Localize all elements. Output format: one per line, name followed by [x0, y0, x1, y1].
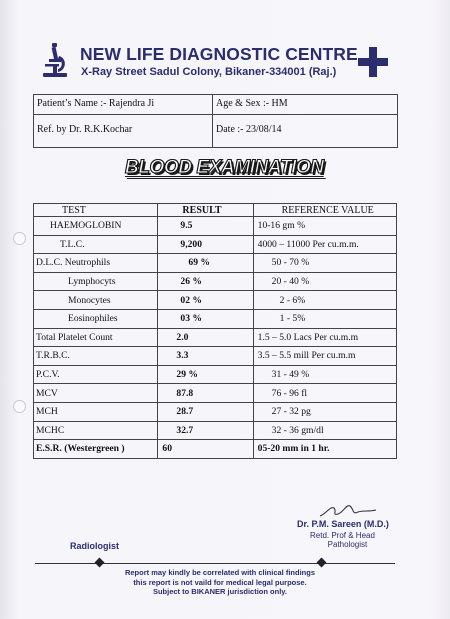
table-row	[34, 421, 397, 440]
test-name: T.L.C.	[34, 235, 158, 254]
test-name: Eosinophiles	[34, 309, 158, 328]
test-result: 3.3	[158, 347, 253, 366]
table-row	[34, 384, 397, 403]
table-row	[34, 217, 397, 236]
reference-value: 10-16 gm %	[253, 217, 396, 236]
reference-value: 1.5 – 5.0 Lacs Per cu.m.m	[253, 328, 396, 347]
report-date: Date :- 23/08/14	[216, 124, 282, 135]
doctor-signature	[318, 500, 378, 520]
reference-value: 2 - 6%	[253, 291, 396, 310]
test-name: MCV	[34, 384, 158, 403]
test-name: MCH	[34, 402, 158, 421]
footer-divider	[35, 563, 395, 564]
test-result: 9,200	[158, 235, 253, 254]
table-row	[34, 347, 397, 366]
report-title-block	[125, 157, 324, 179]
reference-value: 50 - 70 %	[253, 254, 396, 273]
reference-value: 31 - 49 %	[253, 365, 396, 384]
reference-value: 76 - 96 fl	[253, 384, 396, 403]
disclaimer-line-2: this report is not vaild for medical legal purpose.	[133, 577, 307, 587]
test-name: D.L.C. Neutrophils	[34, 254, 158, 273]
punch-hole-bottom	[13, 400, 26, 413]
test-result: 87.8	[158, 384, 253, 403]
lab-address: X-Ray Street Sadul Colony, Bikaner-334001 (Raj.)	[81, 66, 337, 78]
table-row	[34, 328, 397, 347]
disclaimer-line-1: Report may kindly be correlated with clinical findings	[124, 568, 316, 577]
test-result: 28.7	[158, 402, 253, 421]
reference-value: 27 - 32 pg	[253, 402, 396, 421]
microscope-icon	[40, 42, 70, 78]
patient-name: Patient’s Name :- Rajendra Ji	[37, 98, 155, 109]
test-name: HAEMOGLOBIN	[34, 217, 158, 236]
table-row	[34, 291, 397, 310]
footer-disclaimer	[100, 568, 340, 597]
reference-value: 1 - 5%	[253, 309, 396, 328]
test-name: P.C.V.	[34, 365, 158, 384]
reference-value: 3.5 – 5.5 mill Per cu.m.m	[253, 347, 396, 366]
test-result: 9.5	[158, 217, 253, 236]
punch-hole-top	[13, 232, 26, 245]
reference-value: 05-20 mm in 1 hr.	[253, 440, 396, 459]
test-result: 32.7	[158, 421, 253, 440]
results-table	[33, 203, 397, 459]
test-result: 26 %	[158, 272, 253, 291]
reference-value: 4000 – 11000 Per cu.m.m.	[253, 235, 396, 254]
test-name: E.S.R. (Westergreen )	[34, 440, 158, 459]
test-name: Total Platelet Count	[34, 328, 158, 347]
table-row	[34, 365, 397, 384]
lab-name: NEW LIFE DIAGNOSTIC CENTRE	[80, 44, 358, 64]
test-name: MCHC	[34, 421, 158, 440]
table-row	[34, 254, 397, 273]
test-result: 29 %	[158, 365, 253, 384]
table-row	[34, 309, 397, 328]
table-row	[34, 440, 397, 459]
test-result: 60	[158, 440, 253, 459]
test-result: 2.0	[158, 328, 253, 347]
test-result: 69 %	[158, 254, 253, 273]
report-title: BLOOD EXAMINATION	[125, 157, 324, 178]
table-row	[34, 235, 397, 254]
test-name: Lymphocyts	[34, 272, 158, 291]
table-header-row	[34, 204, 397, 217]
header-result: RESULT	[158, 204, 253, 217]
reference-value: 32 - 36 gm/dl	[253, 421, 396, 440]
reference-value: 20 - 40 %	[253, 272, 396, 291]
referring-doctor: Ref. by Dr. R.K.Kochar	[37, 124, 133, 135]
table-row	[34, 272, 397, 291]
doctor-title-line-1: Retd. Prof & Head	[310, 531, 375, 540]
test-result: 03 %	[158, 309, 253, 328]
test-name: Monocytes	[34, 291, 158, 310]
doctor-title	[310, 531, 375, 549]
header-reference: REFERENCE VALUE	[253, 204, 396, 217]
header-test: TEST	[34, 204, 158, 217]
medical-cross-icon	[358, 47, 388, 77]
disclaimer-line-3: Subject to BIKANER jurisdiction only.	[152, 587, 288, 596]
test-result: 02 %	[158, 291, 253, 310]
doctor-name: Dr. P.M. Sareen (M.D.)	[297, 519, 389, 529]
test-name: T.R.B.C.	[34, 347, 158, 366]
radiologist-label: Radiologist	[70, 541, 119, 551]
patient-age-sex: Age & Sex :- HM	[216, 98, 288, 109]
doctor-title-line-2: Pathologist	[327, 540, 368, 549]
table-row	[34, 402, 397, 421]
